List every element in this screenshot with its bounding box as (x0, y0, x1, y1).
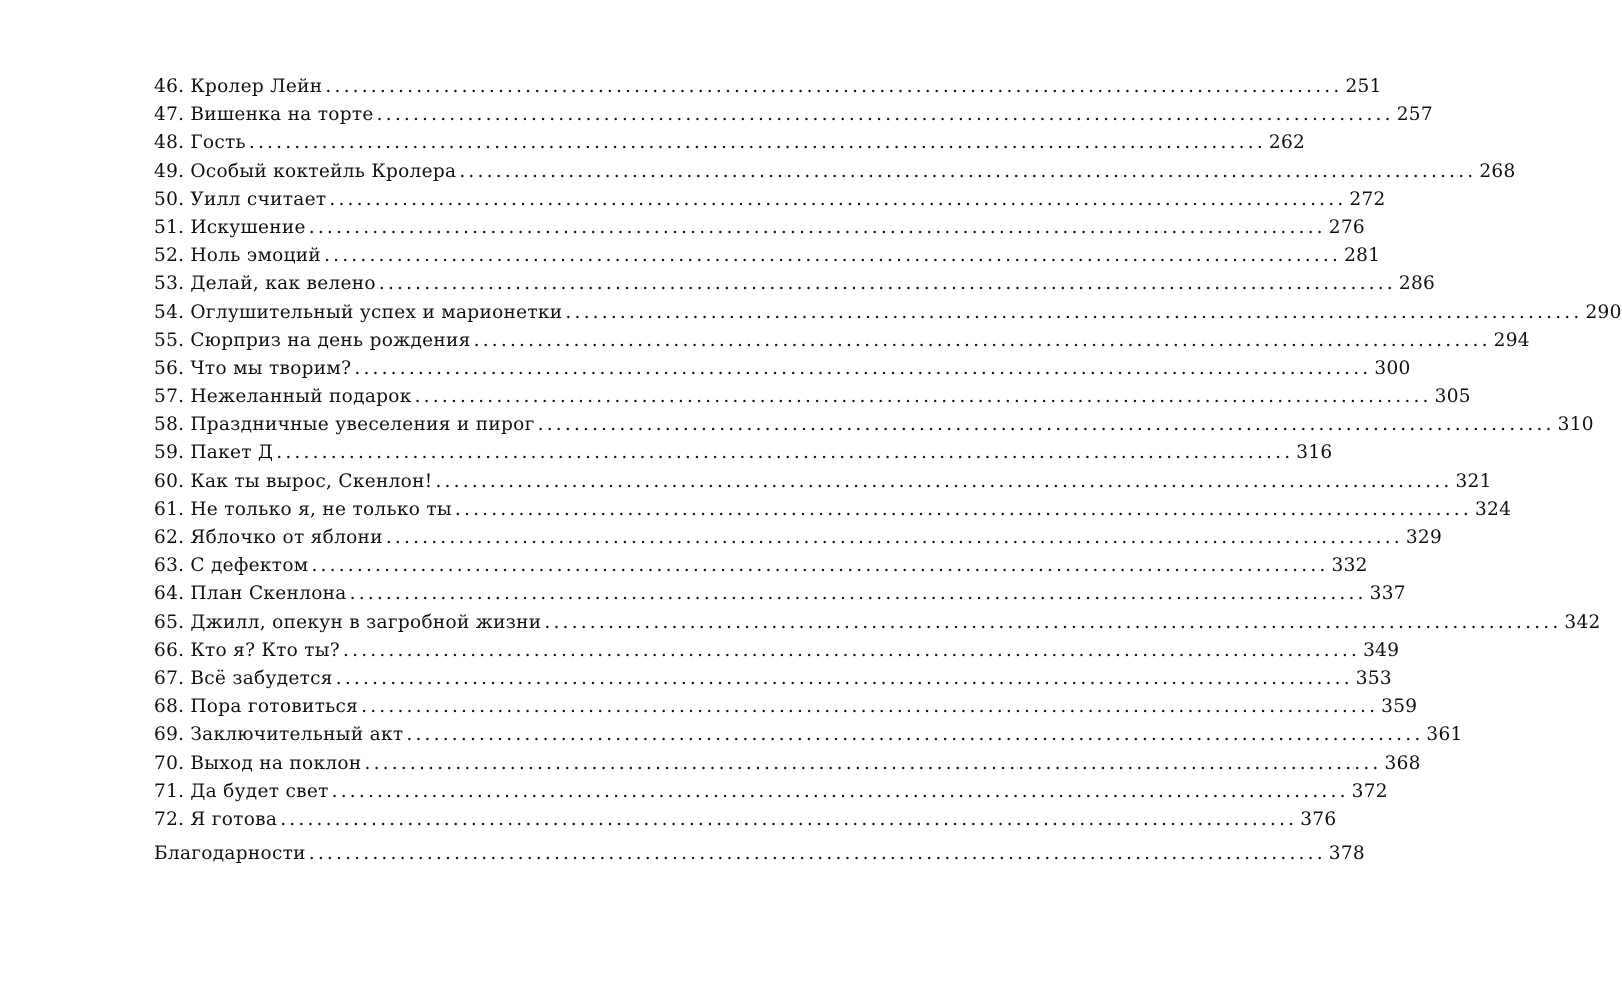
toc-entry-title: Сюрприз на день рождения (190, 329, 471, 351)
toc-entry-number: 59. (154, 442, 185, 464)
toc-entry (154, 299, 1622, 327)
toc-entry-page: 251 (1345, 76, 1382, 97)
toc-entry-page: 310 (1557, 414, 1594, 436)
toc-entry-page: 262 (1268, 132, 1306, 154)
toc-entry-page: 361 (1426, 724, 1463, 746)
toc-entry-page: 272 (1349, 188, 1386, 210)
toc-entry-title: Да будет свет (190, 780, 329, 802)
toc-entry-number: 72. (154, 808, 185, 830)
toc-entry-title: Нежеланный подарок (190, 386, 412, 408)
toc-entry-title: Всё забудется (190, 667, 333, 689)
toc-entry-number: 62. (154, 527, 185, 548)
toc-entry (154, 778, 1388, 806)
toc-entry-number: 57. (154, 386, 185, 408)
toc-entry (154, 496, 1512, 524)
toc-entry (154, 73, 1382, 101)
toc-dot-leader: ................................................................................................................ (361, 696, 1379, 718)
toc-entry (154, 721, 1463, 749)
toc-entry-page: 257 (1396, 104, 1433, 126)
toc-entry-title: Яблочко от яблони (190, 527, 383, 548)
toc-dot-leader: ................................................................................................................ (376, 104, 1394, 126)
toc-entry-number: 69. (154, 724, 185, 746)
toc-entry-number: 71. (154, 780, 185, 802)
toc-entry (154, 439, 1333, 467)
toc-entry (154, 665, 1393, 693)
toc-entry-number: 47. (154, 104, 185, 126)
toc-entry-title: План Скенлона (190, 583, 347, 605)
toc-entry-title: Заключительный акт (190, 724, 404, 746)
toc-entry-number: 67. (154, 667, 185, 689)
toc-entry-title: Оглушительный успех и марионетки (190, 301, 563, 323)
toc-entry-title: Благодарности (154, 843, 306, 865)
toc-entry-page: 368 (1384, 752, 1421, 774)
toc-dot-leader: ................................................................................................................ (459, 160, 1477, 182)
toc-entry-page: 378 (1328, 843, 1366, 865)
toc-entry-number: 46. (154, 76, 185, 97)
toc-entry (154, 327, 1530, 355)
toc-entry-number: 66. (154, 639, 185, 661)
toc-dot-leader: ................................................................................................................ (414, 386, 1432, 408)
toc-dot-leader: ................................................................................................................ (406, 724, 1424, 746)
toc-entry-title: Гость (190, 132, 246, 154)
toc-entry-title: Кролер Лейн (190, 76, 323, 97)
toc-entry-page: 290 (1585, 301, 1622, 323)
toc-entry (154, 552, 1368, 580)
toc-entry-title: Выход на поклон (190, 752, 362, 774)
toc-entry-page: 300 (1374, 357, 1411, 379)
toc-dot-leader: ................................................................................................................ (385, 527, 1403, 548)
toc-entry-number: 52. (154, 245, 185, 267)
toc-entry-number: 49. (154, 160, 185, 182)
toc-chapter-list (154, 73, 1622, 834)
toc-entry-number: 65. (154, 611, 185, 633)
toc-dot-leader: ................................................................................................................ (329, 188, 1347, 210)
toc-entry-title: Ноль эмоций (190, 245, 322, 267)
toc-entry-title: Праздничные увеселения и пирог (190, 414, 535, 436)
toc-dot-leader: ................................................................................................................ (349, 583, 1367, 605)
toc-entry-page: 372 (1351, 780, 1388, 802)
toc-entry-number: 58. (154, 414, 185, 436)
toc-dot-leader: ................................................................................................................ (324, 245, 1342, 267)
toc-entry-number: 50. (154, 188, 185, 210)
toc-dot-leader: ................................................................................................................ (378, 273, 1396, 295)
toc-dot-leader: ................................................................................................................ (325, 76, 1343, 97)
toc-dot-leader: ................................................................................................................ (343, 639, 1361, 661)
toc-entry (154, 806, 1337, 834)
toc-entry (154, 242, 1381, 270)
toc-entry (154, 524, 1443, 552)
toc-dot-leader: ................................................................................................................ (248, 132, 1266, 154)
toc-entry-page: 321 (1455, 470, 1492, 492)
toc-entry-page: 332 (1331, 555, 1368, 577)
toc-entry-title: Уилл считает (190, 188, 327, 210)
toc-entry-page: 324 (1474, 498, 1512, 520)
toc-entry (154, 101, 1433, 129)
toc-dot-leader: ................................................................................................................ (308, 216, 1326, 238)
toc-entry (154, 637, 1400, 665)
toc-entry-page: 281 (1344, 245, 1381, 267)
toc-dot-leader: ................................................................................................................ (308, 843, 1326, 865)
toc-dot-leader: ................................................................................................................ (280, 808, 1298, 830)
toc-entry-number: 54. (154, 301, 185, 323)
toc-entry-acknowledgements (154, 840, 1366, 868)
toc-entry-page: 353 (1355, 667, 1393, 689)
toc-entry-page: 376 (1300, 808, 1337, 830)
toc-entry-number: 63. (154, 555, 185, 577)
toc-entry (154, 355, 1411, 383)
toc-dot-leader: ................................................................................................................ (335, 667, 1353, 689)
toc-entry-page: 337 (1369, 583, 1406, 605)
toc-entry-title: Искушение (190, 216, 306, 238)
toc-entry (154, 214, 1365, 242)
toc-dot-leader: ................................................................................................................ (435, 470, 1453, 492)
toc-dot-leader: ................................................................................................................ (364, 752, 1382, 774)
toc-dot-leader: ................................................................................................................ (565, 301, 1583, 323)
toc-dot-leader: ................................................................................................................ (544, 611, 1562, 633)
toc-entry-title: Что мы творим? (190, 357, 352, 379)
toc-dot-leader: ................................................................................................................ (454, 498, 1472, 520)
toc-entry (154, 158, 1516, 186)
toc-dot-leader: ................................................................................................................ (276, 442, 1294, 464)
toc-entry-page: 349 (1363, 639, 1400, 661)
toc-entry-number: 70. (154, 752, 185, 774)
toc-entry (154, 750, 1421, 778)
toc-entry-number: 56. (154, 357, 185, 379)
toc-entry-title: Джилл, опекун в загробной жизни (190, 611, 542, 633)
toc-entry-number: 64. (154, 583, 185, 605)
toc-entry-title: Делай, как велено (190, 273, 376, 295)
toc-entry (154, 693, 1418, 721)
toc-entry-number: 60. (154, 470, 185, 492)
toc-entry-title: Особый коктейль Кролера (190, 160, 457, 182)
toc-entry (154, 270, 1436, 298)
table-of-contents (154, 73, 1622, 868)
toc-entry (154, 411, 1594, 439)
toc-entry-page: 316 (1296, 442, 1333, 464)
toc-entry-page: 286 (1398, 273, 1436, 295)
toc-entry-title: Вишенка на торте (190, 104, 374, 126)
toc-dot-leader: ................................................................................................................ (354, 357, 1372, 379)
toc-entry-page: 342 (1564, 611, 1601, 633)
toc-entry-number: 48. (154, 132, 185, 154)
toc-entry-title: Как ты вырос, Скенлон! (190, 470, 433, 492)
toc-entry (154, 129, 1306, 157)
toc-dot-leader: ................................................................................................................ (331, 780, 1349, 802)
toc-entry-title: Кто я? Кто ты? (190, 639, 341, 661)
toc-entry (154, 468, 1492, 496)
toc-entry-number: 53. (154, 273, 185, 295)
toc-entry-title: Я готова (190, 808, 278, 830)
toc-dot-leader: ................................................................................................................ (537, 414, 1555, 436)
toc-entry-number: 51. (154, 216, 185, 238)
toc-entry-number: 61. (154, 498, 185, 520)
toc-entry-title: С дефектом (190, 555, 309, 577)
toc-entry (154, 580, 1406, 608)
toc-entry-page: 268 (1479, 160, 1516, 182)
toc-entry (154, 609, 1601, 637)
toc-entry (154, 186, 1386, 214)
toc-entry-page: 359 (1381, 696, 1418, 718)
toc-entry-title: Пакет Д (190, 442, 274, 464)
toc-entry (154, 383, 1471, 411)
toc-entry-number: 55. (154, 329, 185, 351)
toc-entry-page: 329 (1405, 527, 1443, 548)
toc-entry-number: 68. (154, 696, 185, 718)
toc-entry-page: 294 (1493, 329, 1530, 351)
toc-dot-leader: ................................................................................................................ (473, 329, 1491, 351)
toc-entry-page: 305 (1434, 386, 1471, 408)
toc-dot-leader: ................................................................................................................ (311, 555, 1329, 577)
toc-entry-title: Пора готовиться (190, 696, 359, 718)
toc-entry-title: Не только я, не только ты (190, 498, 452, 520)
toc-entry-page: 276 (1328, 216, 1365, 238)
